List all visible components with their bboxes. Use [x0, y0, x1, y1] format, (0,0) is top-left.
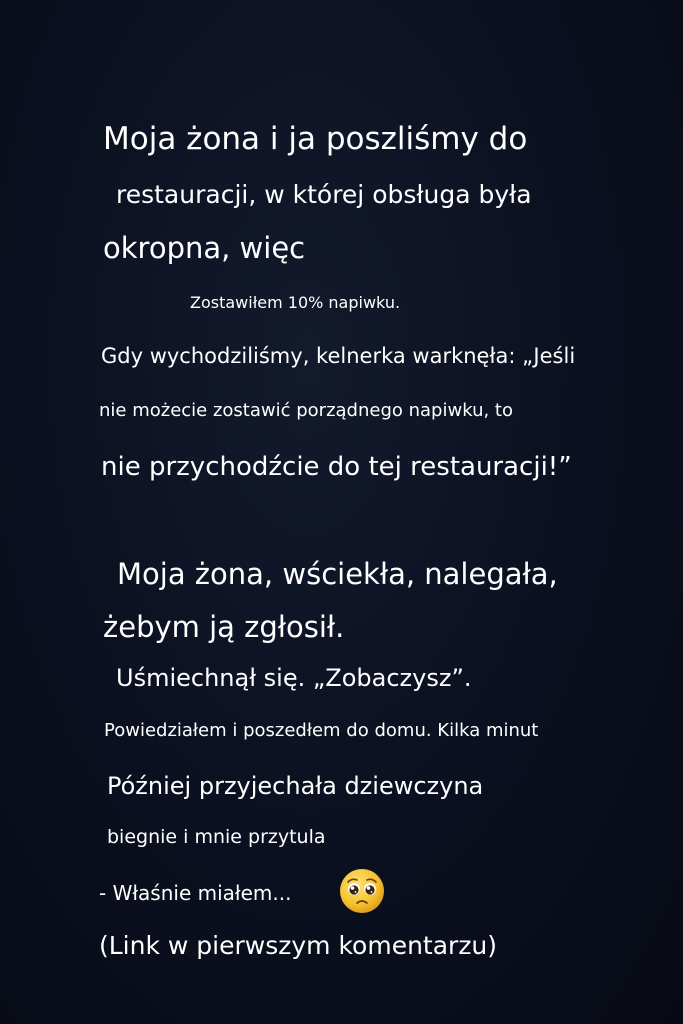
story-line: Zostawiłem 10% napiwku.: [190, 293, 401, 312]
story-line: Moja żona, wściekła, nalegała,: [117, 557, 558, 591]
story-line: Gdy wychodziliśmy, kelnerka warknęła: „Jeśli: [101, 344, 576, 368]
story-line: żebym ją zgłosił.: [103, 610, 345, 644]
story-line: biegnie i mnie przytula: [107, 826, 326, 848]
pleading-face-icon: [339, 868, 385, 914]
story-line: restauracji, w której obsługa była: [116, 180, 532, 209]
story-line: nie możecie zostawić porządnego napiwku, to: [99, 400, 513, 421]
story-line: nie przychodźcie do tej restauracji!”: [101, 452, 572, 482]
story-line: - Właśnie miałem...: [99, 881, 292, 905]
story-line: okropna, więc: [103, 231, 306, 265]
link-note: (Link w pierwszym komentarzu): [99, 931, 498, 960]
story-line: Uśmiechnął się. „Zobaczysz”.: [116, 664, 472, 692]
story-line: Później przyjechała dziewczyna: [107, 772, 484, 800]
story-line: Moja żona i ja poszliśmy do: [103, 121, 528, 157]
story-line: Powiedziałem i poszedłem do domu. Kilka minut: [104, 720, 539, 741]
